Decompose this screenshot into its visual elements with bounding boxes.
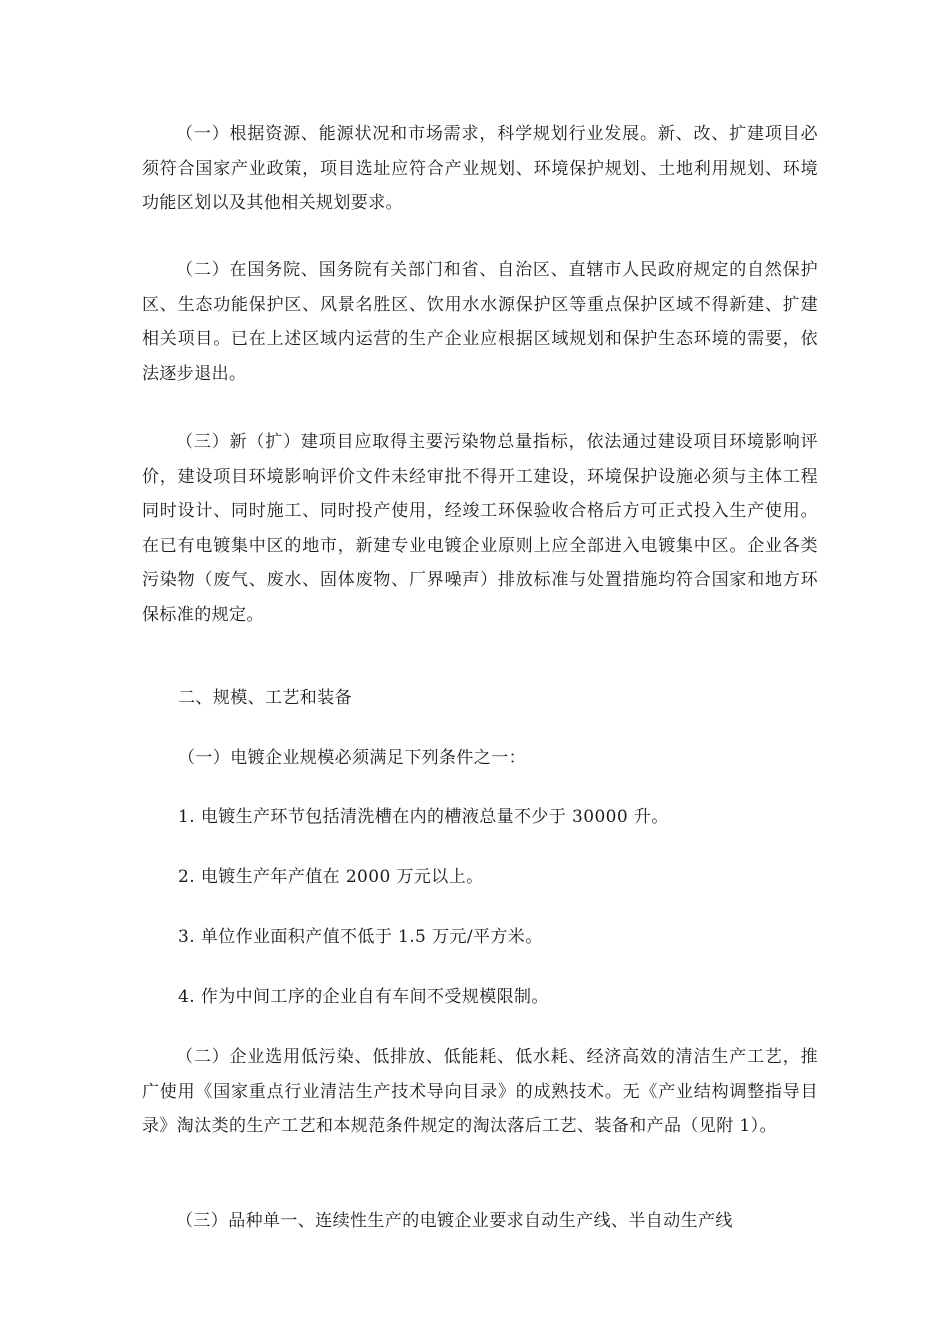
paragraph-2-2: （二）企业选用低污染、低排放、低能耗、低水耗、经济高效的清洁生产工艺，推广使用《国家重点行业清洁生产技术导向目录》的成熟技术。无《产业结构调整指导目录》淘汰类的生产工艺和本规范条件规定的淘汰落后工艺、装备和产品（见附 1）。 [142,1047,818,1136]
condition-item: 3. 单位作业面积产值不低于 1.5 万元/平方米。 [178,927,543,947]
section-heading: 二、规模、工艺和装备 [178,688,352,708]
paragraph-2-3: （三）品种单一、连续性生产的电镀企业要求自动生产线、半自动生产线 [176,1211,733,1231]
condition-item: 2. 电镀生产年产值在 2000 万元以上。 [178,867,484,887]
condition-item: 1. 电镀生产环节包括清洗槽在内的槽液总量不少于 30000 升。 [178,807,669,827]
sub-heading: （一）电镀企业规模必须满足下列条件之一： [178,748,526,768]
paragraph-1-2: （二）在国务院、国务院有关部门和省、自治区、直辖市人民政府规定的自然保护区、生态功能保护区、风景名胜区、饮用水水源保护区等重点保护区域不得新建、扩建相关项目。已在上述区域内运营的生产企业应根据区域规划和保护生态环境的需要，依法逐步退出。 [142,260,818,384]
paragraph-1-1: （一）根据资源、能源状况和市场需求，科学规划行业发展。新、改、扩建项目必须符合国家产业政策，项目选址应符合产业规划、环境保护规划、土地利用规划、环境功能区划以及其他相关规划要求。 [142,124,818,213]
condition-item: 4. 作为中间工序的企业自有车间不受规模限制。 [178,987,549,1007]
paragraph-1-3: （三）新（扩）建项目应取得主要污染物总量指标，依法通过建设项目环境影响评价，建设项目环境影响评价文件未经审批不得开工建设，环境保护设施必须与主体工程同时设计、同时施工、同时投产使用，经竣工环保验收合格后方可正式投入生产使用。在已有电镀集中区的地市，新建专业电镀企业原则上应全部进入电镀集中区。企业各类污染物（废气、废水、固体废物、厂界噪声）排放标准与处置措施均符合国家和地方环保标准的规定。 [142,432,818,625]
